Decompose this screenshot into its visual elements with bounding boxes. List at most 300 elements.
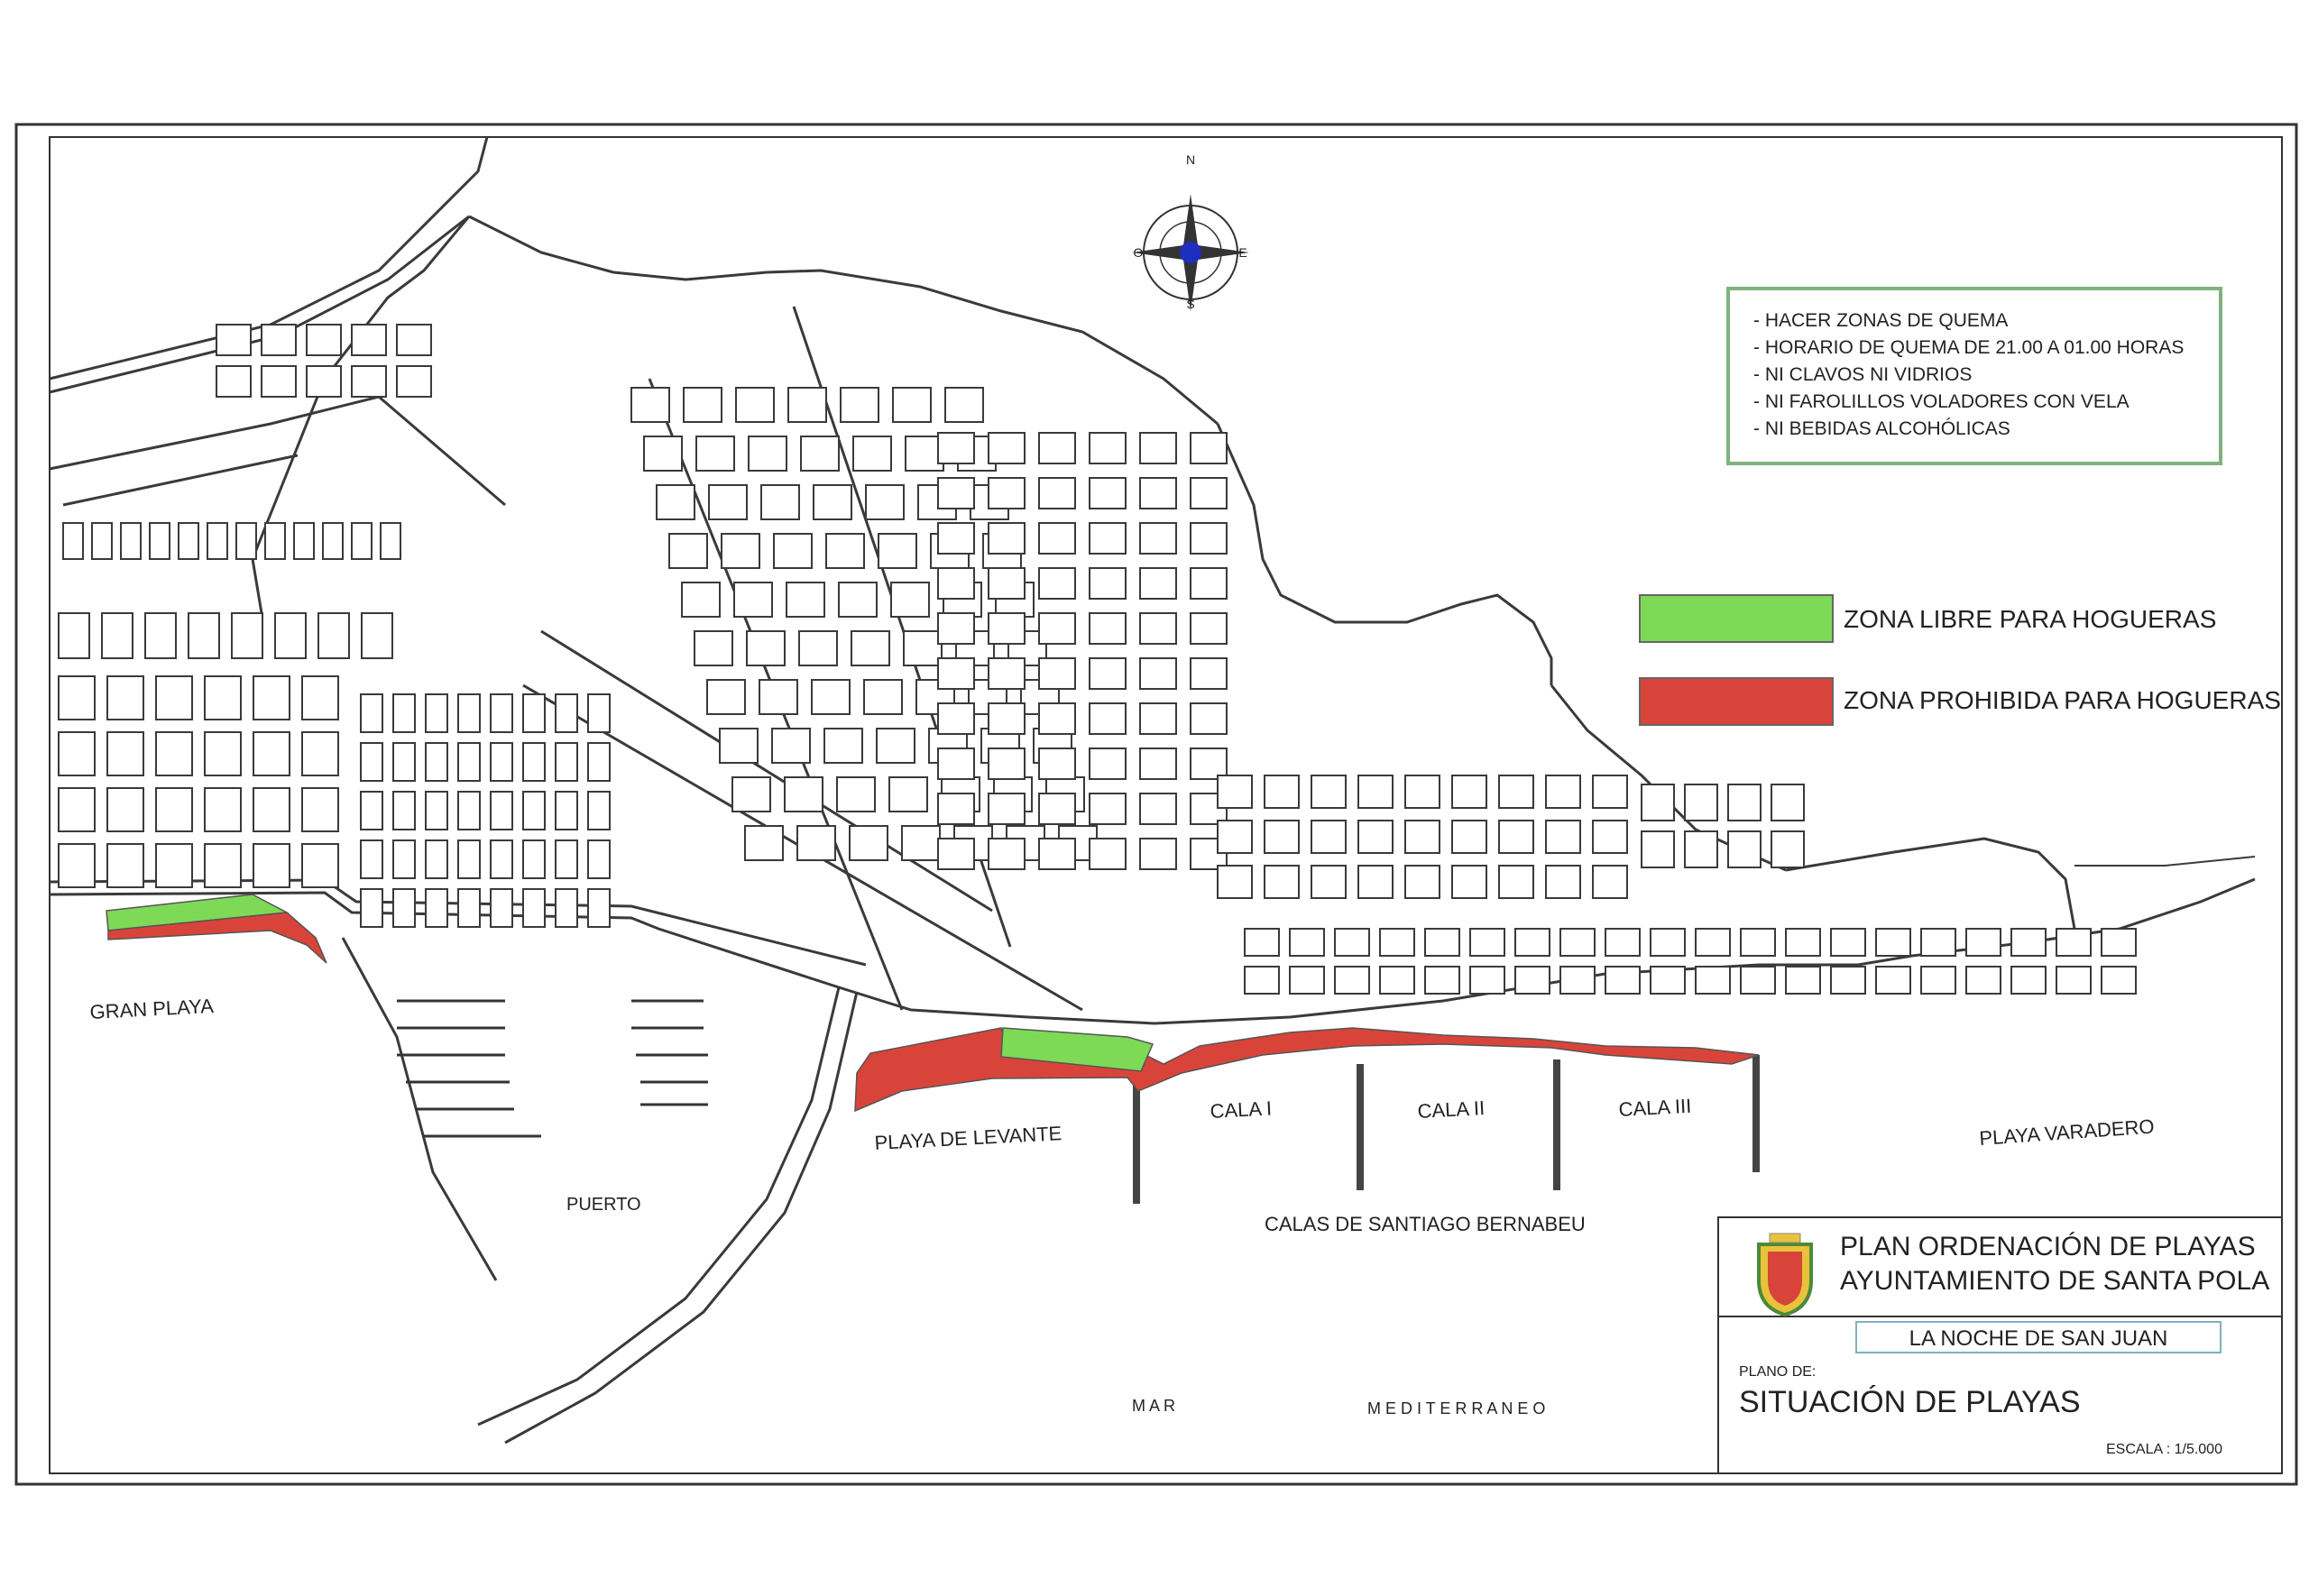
city-block (458, 889, 480, 927)
city-block (426, 792, 447, 830)
title-line-1: PLAN ORDENACIÓN DE PLAYAS (1840, 1232, 2256, 1261)
city-block (2102, 967, 2136, 994)
city-block (684, 388, 722, 422)
city-block (2102, 929, 2136, 956)
city-block (588, 743, 610, 781)
legend-swatch-libre (1640, 595, 1833, 642)
city-block (812, 680, 850, 714)
city-block (361, 694, 382, 732)
city-block (1966, 929, 2001, 956)
city-block (734, 582, 772, 617)
city-block (669, 534, 707, 568)
city-block (588, 792, 610, 830)
cala-groynes (1136, 1055, 1756, 1204)
city-block (989, 568, 1025, 599)
city-block (644, 436, 682, 471)
city-block (59, 844, 95, 887)
city-block (1966, 967, 2001, 994)
city-block (745, 826, 783, 860)
city-block (361, 840, 382, 878)
city-block (275, 613, 306, 658)
city-block (989, 613, 1025, 644)
city-block (107, 732, 143, 775)
city-block (1728, 784, 1761, 821)
city-block (1499, 866, 1533, 898)
city-block (1921, 967, 1955, 994)
city-block (1452, 866, 1486, 898)
city-block (787, 582, 824, 617)
city-block (785, 777, 823, 812)
city-block (1546, 775, 1580, 808)
city-block (556, 743, 577, 781)
city-block (1311, 821, 1346, 853)
city-block (2011, 967, 2046, 994)
city-block (1191, 748, 1227, 779)
city-block (938, 793, 974, 824)
city-block (989, 433, 1025, 463)
compass-n: N (1185, 152, 1196, 167)
rule-1: - HACER ZONAS DE QUEMA (1753, 310, 2009, 331)
city-block (938, 748, 974, 779)
city-block (1405, 866, 1440, 898)
city-block (523, 694, 545, 732)
city-block (426, 694, 447, 732)
city-block (523, 743, 545, 781)
city-block (1786, 967, 1820, 994)
city-block (107, 844, 143, 887)
city-block (788, 388, 826, 422)
city-block (458, 743, 480, 781)
city-block (1265, 775, 1299, 808)
city-block (302, 732, 338, 775)
city-block (1605, 967, 1640, 994)
city-block (1741, 929, 1775, 956)
city-block (2056, 929, 2091, 956)
city-block (352, 523, 372, 559)
city-block (695, 631, 732, 665)
city-block (736, 388, 774, 422)
city-block (1039, 658, 1075, 689)
label-cala-3: CALA III (1617, 1094, 1692, 1121)
city-block (294, 523, 314, 559)
city-block (1685, 831, 1717, 867)
city-block (889, 777, 927, 812)
city-block (1090, 568, 1126, 599)
city-block (381, 523, 400, 559)
city-block (709, 485, 747, 519)
city-block (145, 613, 176, 658)
city-block (1741, 967, 1775, 994)
city-block (588, 694, 610, 732)
city-block (989, 523, 1025, 554)
city-block (156, 788, 192, 831)
city-block (1191, 523, 1227, 554)
city-block (1090, 658, 1126, 689)
compass-e: E (1238, 245, 1247, 260)
legend-label-libre: ZONA LIBRE PARA HOGUERAS (1844, 605, 2217, 633)
title-line-2: AYUNTAMIENTO DE SANTA POLA (1840, 1266, 2270, 1296)
city-block (1685, 784, 1717, 821)
city-block (1140, 613, 1176, 644)
city-block (1191, 433, 1227, 463)
legend-swatch-prohibida (1640, 678, 1833, 725)
city-block (1470, 929, 1504, 956)
city-block (107, 676, 143, 720)
rules-box (1728, 289, 2221, 463)
city-block (1642, 784, 1674, 821)
plano-name: SITUACIÓN DE PLAYAS (1739, 1385, 2081, 1419)
city-block (1039, 613, 1075, 644)
city-block (826, 534, 864, 568)
city-block (302, 844, 338, 887)
city-block (1140, 478, 1176, 509)
city-block (989, 658, 1025, 689)
city-block (393, 743, 415, 781)
city-block (253, 788, 290, 831)
city-block (1265, 821, 1299, 853)
city-block (1039, 703, 1075, 734)
city-block (156, 844, 192, 887)
city-block (797, 826, 835, 860)
city-block (1358, 866, 1393, 898)
city-block (774, 534, 812, 568)
city-block (1140, 568, 1176, 599)
title-block (1718, 1217, 2282, 1473)
city-block (1335, 967, 1369, 994)
label-cala-1: CALA I (1209, 1096, 1273, 1123)
city-block (302, 788, 338, 831)
city-block (491, 840, 512, 878)
city-block (302, 676, 338, 720)
city-block (1696, 929, 1730, 956)
city-block (1593, 866, 1627, 898)
city-block (1140, 793, 1176, 824)
city-block (523, 792, 545, 830)
city-block (989, 703, 1025, 734)
legend-label-prohibida: ZONA PROHIBIDA PARA HOGUERAS (1844, 686, 2281, 714)
city-block (205, 676, 241, 720)
city-block (352, 366, 386, 397)
city-block (361, 889, 382, 927)
city-block (1593, 775, 1627, 808)
city-block (556, 792, 577, 830)
city-block (207, 523, 227, 559)
city-block (393, 889, 415, 927)
city-block (352, 325, 386, 355)
coat-of-arms-icon (1759, 1234, 1811, 1315)
city-block (1245, 967, 1279, 994)
city-block (1191, 478, 1227, 509)
city-block (732, 777, 770, 812)
city-block (1921, 929, 1955, 956)
city-block (253, 844, 290, 887)
city-block (1771, 784, 1804, 821)
city-block (938, 568, 974, 599)
city-block (682, 582, 720, 617)
city-block (1140, 523, 1176, 554)
city-block (393, 694, 415, 732)
city-block (323, 523, 343, 559)
city-block (851, 631, 889, 665)
city-block (588, 840, 610, 878)
city-block (556, 840, 577, 878)
city-block (216, 325, 251, 355)
rule-5: - NI BEBIDAS ALCOHÓLICAS (1753, 418, 2010, 439)
label-calas-santiago: CALAS DE SANTIAGO BERNABEU (1265, 1213, 1586, 1235)
city-block (1642, 831, 1674, 867)
city-block (722, 534, 759, 568)
city-block (397, 325, 431, 355)
city-block (1265, 866, 1299, 898)
city-block (1090, 478, 1126, 509)
city-block (1499, 775, 1533, 808)
city-block (458, 840, 480, 878)
city-block (1728, 831, 1761, 867)
city-block (491, 792, 512, 830)
city-block (1140, 658, 1176, 689)
city-block (59, 613, 89, 658)
city-block (189, 613, 219, 658)
city-block (902, 826, 940, 860)
city-block (938, 523, 974, 554)
city-block (92, 523, 112, 559)
city-block (253, 732, 290, 775)
city-block (761, 485, 799, 519)
city-block (393, 792, 415, 830)
city-block (107, 788, 143, 831)
label-puerto: PUERTO (566, 1195, 641, 1215)
city-block (1090, 613, 1126, 644)
city-block (864, 680, 902, 714)
city-block (1090, 839, 1126, 869)
city-block (1786, 929, 1820, 956)
compass-s: S (1186, 297, 1195, 311)
city-block (945, 388, 983, 422)
city-block (989, 478, 1025, 509)
city-block (426, 743, 447, 781)
city-block (1560, 967, 1595, 994)
city-block (772, 729, 810, 763)
city-block (938, 658, 974, 689)
city-block (989, 748, 1025, 779)
city-block (318, 613, 349, 658)
city-block (749, 436, 787, 471)
city-block (1515, 967, 1550, 994)
city-block (1771, 831, 1804, 867)
city-block (893, 388, 931, 422)
city-block (1605, 929, 1640, 956)
city-block (1499, 821, 1533, 853)
rule-2: - HORARIO DE QUEMA DE 21.00 A 01.00 HORAS (1753, 337, 2185, 358)
label-mediterraneo: M E D I T E R R A N E O (1367, 1399, 1546, 1417)
city-block (1090, 793, 1126, 824)
city-block (1425, 929, 1459, 956)
city-block (1452, 775, 1486, 808)
label-gran-playa: GRAN PLAYA (88, 994, 215, 1023)
city-block (1039, 568, 1075, 599)
city-block (362, 613, 392, 658)
city-block (938, 613, 974, 644)
city-block (1245, 929, 1279, 956)
rule-3: - NI CLAVOS NI VIDRIOS (1753, 364, 1973, 385)
city-block (2056, 967, 2091, 994)
city-block (696, 436, 734, 471)
city-block (63, 523, 83, 559)
compass-rose (1132, 152, 1249, 311)
city-block (156, 676, 192, 720)
city-block (799, 631, 837, 665)
compass-center-icon (1180, 242, 1201, 263)
city-block (824, 729, 862, 763)
city-block (102, 613, 133, 658)
city-block (1651, 967, 1685, 994)
city-block (759, 680, 797, 714)
city-block (1546, 866, 1580, 898)
city-block (707, 680, 745, 714)
city-block (556, 889, 577, 927)
city-block (938, 433, 974, 463)
city-block (1090, 703, 1126, 734)
city-block (1039, 839, 1075, 869)
city-block (397, 366, 431, 397)
city-block (361, 743, 382, 781)
city-block (59, 788, 95, 831)
city-block (205, 788, 241, 831)
city-block (262, 325, 296, 355)
city-block (1405, 775, 1440, 808)
city-block (491, 694, 512, 732)
city-block (1191, 658, 1227, 689)
city-block (839, 582, 877, 617)
city-block (1470, 967, 1504, 994)
city-block (216, 366, 251, 397)
city-block (232, 613, 262, 658)
city-block (631, 388, 669, 422)
city-block (1191, 613, 1227, 644)
city-block (1140, 839, 1176, 869)
city-block (2011, 929, 2046, 956)
city-block (853, 436, 891, 471)
city-block (938, 839, 974, 869)
city-block (837, 777, 875, 812)
city-block (1191, 703, 1227, 734)
city-block (904, 631, 942, 665)
plano-de-label: PLANO DE: (1739, 1364, 1817, 1380)
city-block (866, 485, 904, 519)
city-block (205, 844, 241, 887)
city-block (1090, 523, 1126, 554)
city-block (265, 523, 285, 559)
city-block (307, 366, 341, 397)
city-block (1651, 929, 1685, 956)
city-block (491, 889, 512, 927)
city-block (1380, 967, 1414, 994)
city-block (1831, 967, 1865, 994)
city-block (179, 523, 198, 559)
escala-label: ESCALA : 1/5.000 (2106, 1442, 2222, 1457)
city-block (1218, 775, 1252, 808)
city-block (657, 485, 695, 519)
city-block (1560, 929, 1595, 956)
city-block (458, 694, 480, 732)
city-block (877, 729, 915, 763)
city-block (59, 676, 95, 720)
city-block (1090, 433, 1126, 463)
city-block (1515, 929, 1550, 956)
city-block (121, 523, 141, 559)
city-block (1358, 775, 1393, 808)
event-name: LA NOCHE DE SAN JUAN (1909, 1326, 2168, 1351)
city-block (1140, 748, 1176, 779)
label-mar: M A R (1132, 1397, 1176, 1415)
label-playa-varadero: PLAYA VARADERO (1978, 1114, 2156, 1150)
city-block (205, 732, 241, 775)
city-block (989, 793, 1025, 824)
city-block (361, 792, 382, 830)
city-block (491, 743, 512, 781)
city-block (1218, 821, 1252, 853)
city-block (720, 729, 758, 763)
city-block (1039, 433, 1075, 463)
city-block (1039, 793, 1075, 824)
city-block (989, 839, 1025, 869)
city-block (938, 703, 974, 734)
city-block (1140, 433, 1176, 463)
city-block (393, 840, 415, 878)
city-block (156, 732, 192, 775)
city-block (1290, 929, 1324, 956)
city-block (1039, 523, 1075, 554)
legend (1640, 595, 2281, 725)
city-block (879, 534, 916, 568)
city-block (1039, 748, 1075, 779)
city-block (1090, 748, 1126, 779)
city-block (841, 388, 879, 422)
city-block (523, 840, 545, 878)
city-block (556, 694, 577, 732)
city-block (1593, 821, 1627, 853)
city-block (1335, 929, 1369, 956)
city-block (1290, 967, 1324, 994)
city-block (150, 523, 170, 559)
city-block (814, 485, 851, 519)
city-block (253, 676, 290, 720)
city-block (523, 889, 545, 927)
city-block (307, 325, 341, 355)
city-block (1380, 929, 1414, 956)
city-block (1696, 967, 1730, 994)
city-block (588, 889, 610, 927)
city-block (1191, 568, 1227, 599)
rule-4: - NI FAROLILLOS VOLADORES CON VELA (1753, 391, 2130, 412)
city-block (458, 792, 480, 830)
city-block (236, 523, 256, 559)
city-block (1405, 821, 1440, 853)
city-block (1140, 703, 1176, 734)
city-block (938, 478, 974, 509)
city-block (1039, 478, 1075, 509)
city-block (1311, 775, 1346, 808)
city-block (1876, 967, 1910, 994)
port-piers (397, 1001, 708, 1136)
city-block (1358, 821, 1393, 853)
city-block (801, 436, 839, 471)
city-block (426, 889, 447, 927)
city-block (1218, 866, 1252, 898)
city-block (1876, 929, 1910, 956)
compass-w: O (1133, 245, 1144, 260)
city-block (1425, 967, 1459, 994)
